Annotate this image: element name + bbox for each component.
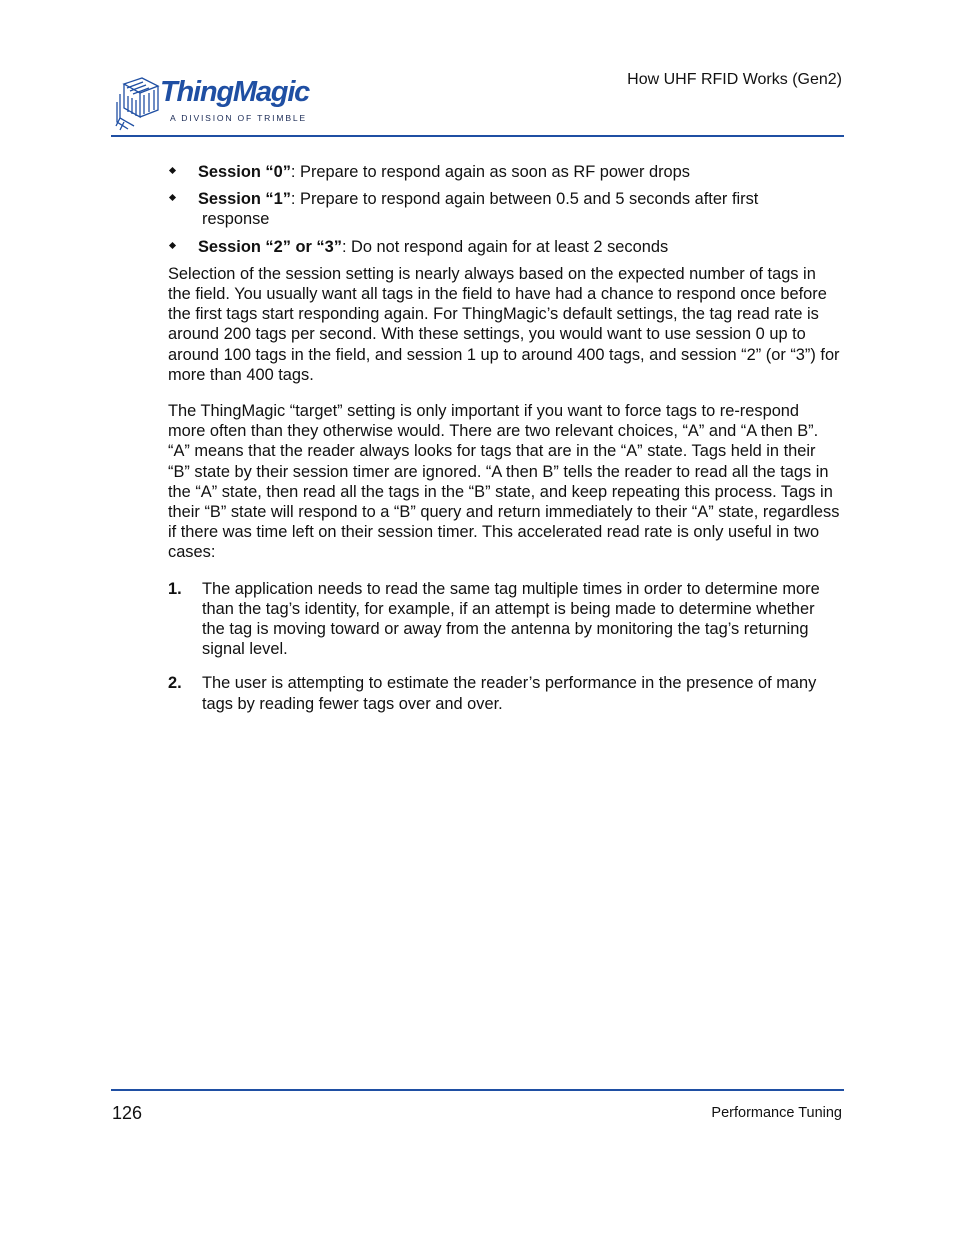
diamond-bullet-icon <box>169 242 176 249</box>
bullet-term: Session “2” or “3” <box>198 237 342 256</box>
numbered-item <box>168 579 840 660</box>
footer-section-title: Performance Tuning <box>711 1105 842 1121</box>
item-text: The application needs to read the same tag multiple times in order to determine more than the tag’s identity, for example, if an attempt is being made to determine whether the tag is moving toward or away from the antenna by monitoring the tag’s returning signal level. <box>202 579 820 659</box>
logo-subtitle: A DIVISION OF TRIMBLE <box>170 113 307 123</box>
thingmagic-cube-icon <box>114 74 162 132</box>
bullet-item <box>168 237 840 257</box>
numbered-item <box>168 673 840 713</box>
bullet-term: Session “0” <box>198 163 291 181</box>
body-paragraph: The ThingMagic “target” setting is only important if you want to force tags to re-respond more often than they otherwise would. There are two relevant choices, “A” and “A then B”. “A” means that the reader always looks for tags that are in the “A” state. Tags held in their “B” state by their session timer are ignored. “A then B” tells the reader to read all the tags in the “A” state, then read all the tags in the “B” state, and keep repeating this process. Tags in their “B” state will respond to a “B” query and return immediately to their “A” state, regardless if there was time left on their session timer. This accelerated read rate is only useful in two cases: <box>168 402 840 562</box>
header-rule <box>111 135 844 137</box>
diamond-bullet-icon <box>169 167 176 174</box>
item-text: The user is attempting to estimate the reader’s performance in the presence of many tags by reading fewer tags over and over. <box>202 674 817 713</box>
bullet-continuation: response <box>202 210 270 229</box>
bullet-item <box>168 189 840 229</box>
page-content <box>168 162 840 728</box>
bullet-term: Session “1” <box>198 190 291 209</box>
page-number: 126 <box>112 1103 143 1123</box>
body-paragraph: Selection of the session setting is nearly always based on the expected number of tags in the field. You usually want all tags in the field to have had a chance to respond once before the first tags start responding again. For ThingMagic’s default settings, the tag read rate is around 200 tags per second. With these settings, you would want to use session 0 up to around 100 tags in the field, and session 1 up to around 400 tags, and session “2” (or “3”) for more than 400 tags. <box>168 264 840 384</box>
item-number: 1. <box>168 579 182 598</box>
bullet-text: : Prepare to respond again between 0.5 and 5 seconds after first <box>290 190 759 209</box>
logo-name: ThingMagic <box>160 76 310 108</box>
logo <box>114 72 314 132</box>
item-number: 2. <box>168 674 182 693</box>
bullet-item <box>168 162 840 182</box>
diamond-bullet-icon <box>169 194 176 201</box>
bullet-text: : Prepare to respond again as soon as RF power drops <box>290 163 690 181</box>
footer-rule <box>111 1089 844 1091</box>
header-section-title: How UHF RFID Works (Gen2) <box>627 71 842 88</box>
bullet-text: : Do not respond again for at least 2 seconds <box>341 237 669 256</box>
